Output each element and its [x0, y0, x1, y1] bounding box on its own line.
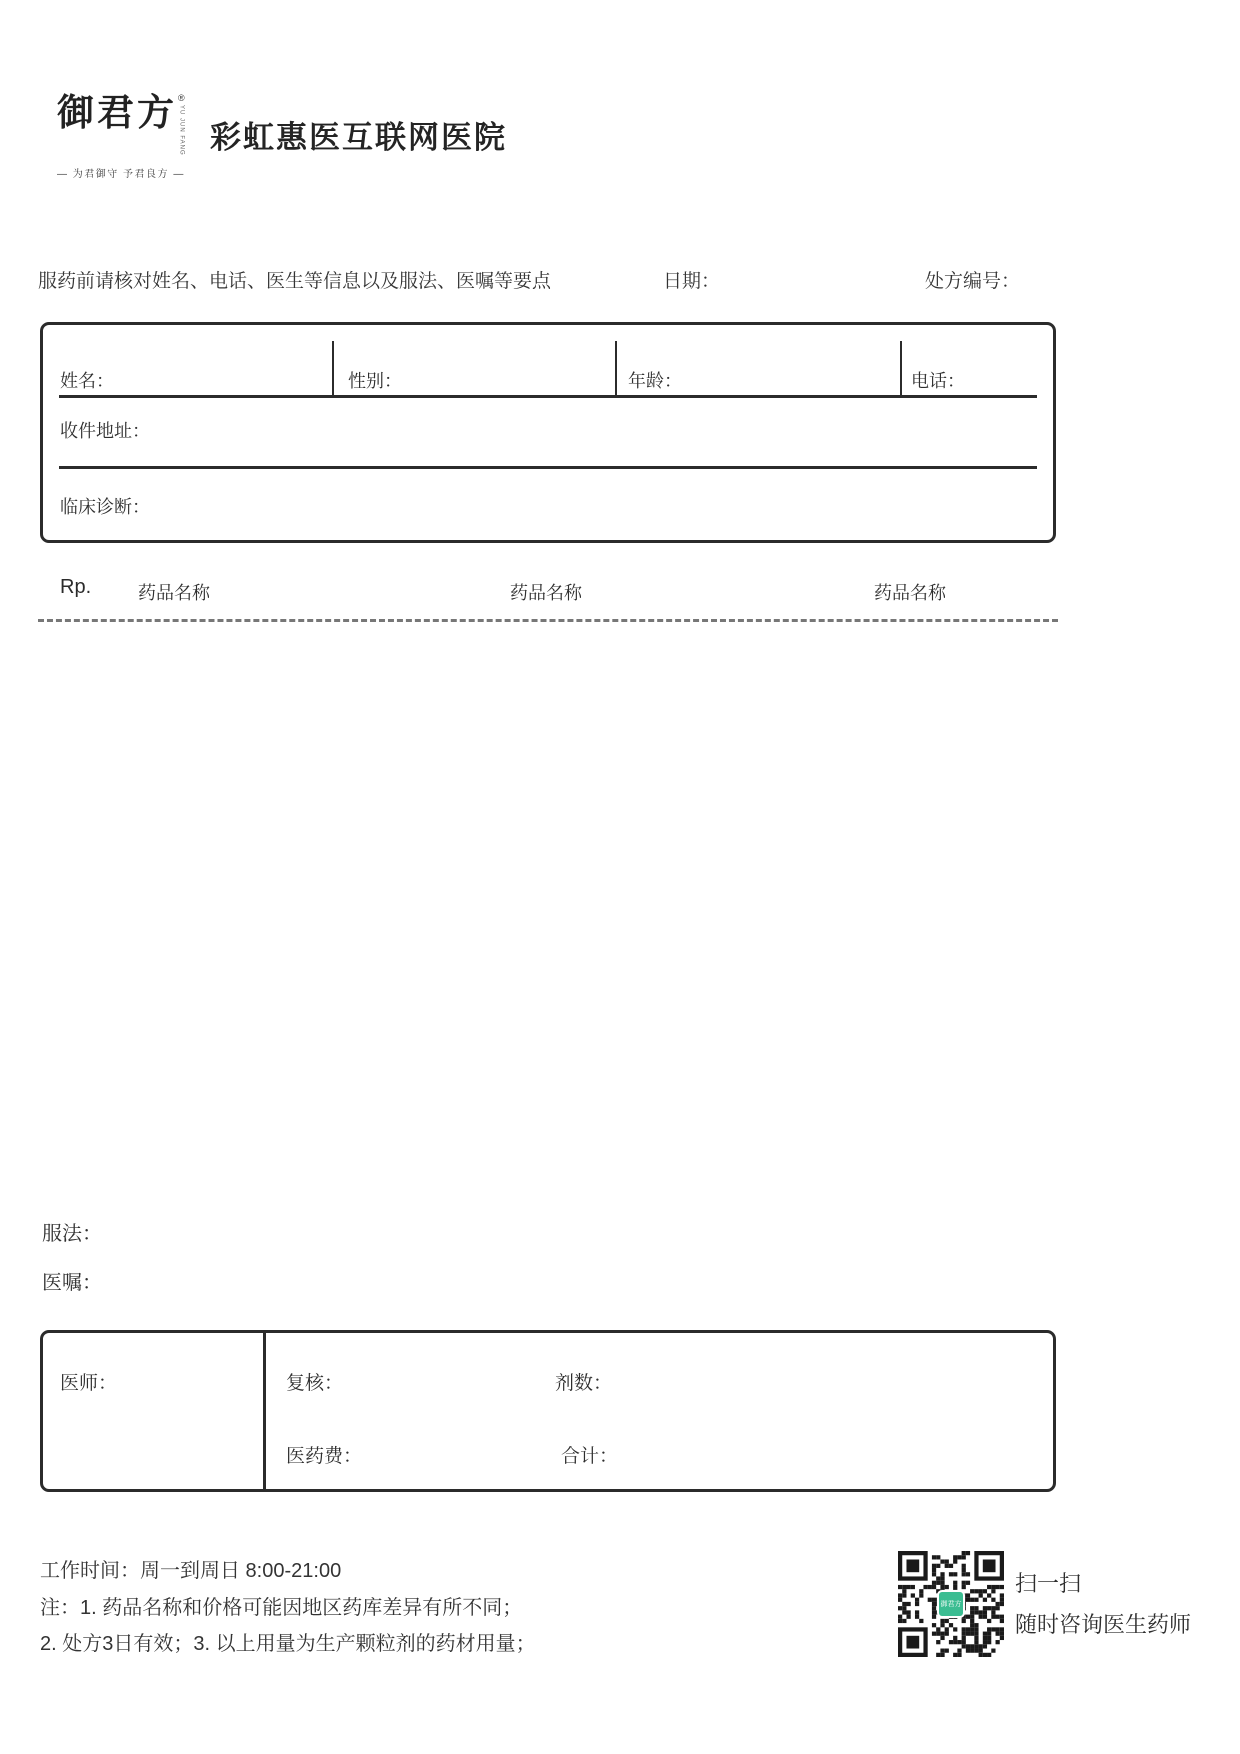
medicine-fee-label: 医药费： [286, 1446, 363, 1467]
doses-count-label: 剂数： [555, 1373, 613, 1394]
patient-age-label: 年龄： [628, 371, 682, 391]
note-line-1: 注：1. 药品名称和价格可能因地区药库差异有所不同； [40, 1597, 523, 1619]
physician-label: 医师： [60, 1373, 118, 1394]
column-divider [263, 1333, 266, 1489]
hospital-title: 彩虹惠医互联网医院 [210, 120, 507, 155]
reviewer-label: 复核： [286, 1373, 344, 1394]
qr-code [898, 1551, 1004, 1657]
brand-logo [57, 90, 185, 180]
clinical-diagnosis-label: 临床诊断： [60, 497, 150, 517]
drug-name-column-header: 药品名称 [138, 583, 210, 603]
brand-logo-side [178, 94, 185, 156]
drug-name-column-header: 药品名称 [510, 583, 582, 603]
dashed-separator [38, 619, 1058, 622]
brand-logo-row [57, 90, 185, 156]
doctor-advice-label: 医嘱： [42, 1272, 102, 1294]
brand-logo-pinyin: YU JUN FANG [178, 105, 185, 156]
scan-subtitle: 随时咨询医生药师 [1015, 1612, 1192, 1637]
patient-gender-label: 性别： [348, 371, 402, 391]
patient-phone-label: 电话： [911, 371, 965, 391]
patient-name-label: 姓名： [60, 371, 114, 391]
drug-name-column-header: 药品名称 [874, 583, 946, 603]
rp-label: Rp. [60, 576, 92, 598]
row-divider [59, 395, 1037, 398]
scan-title: 扫一扫 [1015, 1571, 1082, 1596]
field-divider [332, 341, 334, 397]
working-hours-text: 工作时间：周一到周日 8:00-21:00 [40, 1560, 342, 1582]
row-divider [59, 466, 1037, 469]
signoff-box [40, 1330, 1056, 1492]
usage-label: 服法： [42, 1223, 102, 1245]
rx-number-label: 处方编号： [925, 271, 1021, 292]
brand-tagline: — 为君御守 予君良方 — [57, 168, 185, 180]
check-reminder-text: 服药前请核对姓名、电话、医生等信息以及服法、医嘱等要点 [38, 271, 552, 292]
field-divider [900, 341, 902, 397]
note-line-2: 2. 处方3日有效；3. 以上用量为生产颗粒剂的药材用量； [40, 1633, 536, 1655]
registered-trademark-icon: ® [178, 93, 185, 103]
field-divider [615, 341, 617, 397]
date-label: 日期： [663, 271, 721, 292]
total-label: 合计： [561, 1446, 619, 1467]
brand-logo-text: 御君方 [57, 90, 177, 134]
patient-info-box [40, 322, 1056, 543]
qr-center-logo: 御君方 [937, 1590, 965, 1618]
shipping-address-label: 收件地址： [60, 421, 150, 441]
